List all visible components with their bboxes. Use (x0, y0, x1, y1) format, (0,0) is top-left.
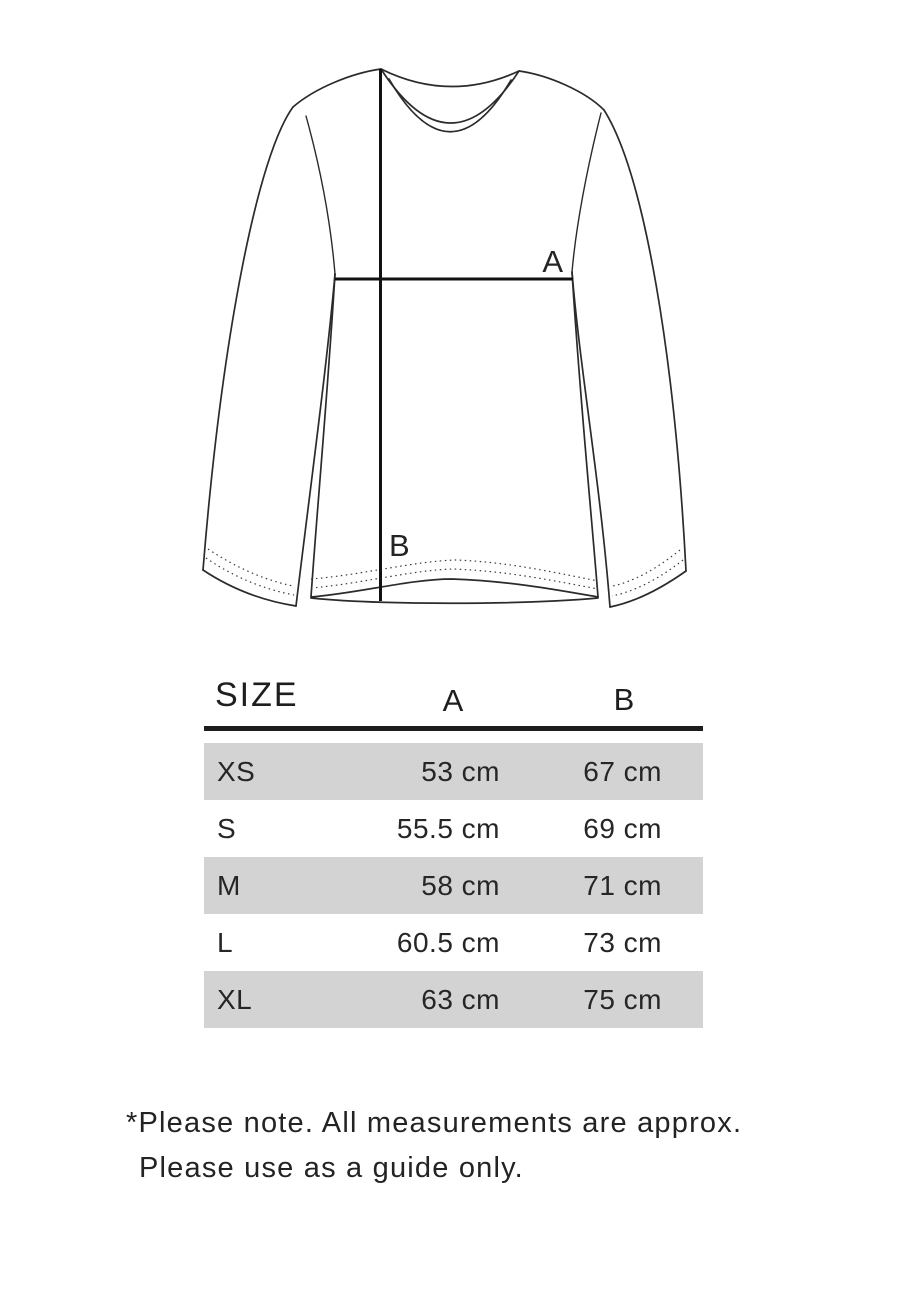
size-cell: S (217, 812, 237, 844)
size-cell: M (217, 869, 241, 901)
size-cell: XS (217, 755, 256, 787)
b-cell: 67 cm (583, 755, 662, 787)
right-sleeve-outer-line (604, 110, 686, 571)
right-body-line (572, 272, 598, 597)
measurements-note (126, 1101, 742, 1191)
measure-label-a: A (542, 244, 563, 279)
right-cuff-line (610, 571, 686, 607)
right-cuff-stitch-line-2 (613, 550, 680, 586)
left-sleeve-outer-line (203, 107, 293, 570)
a-cell: 60.5 cm (396, 926, 500, 958)
measure-label-b: B (389, 528, 410, 563)
b-cell: 73 cm (583, 926, 662, 958)
col-header-size: SIZE (215, 676, 299, 714)
right-armhole-line (572, 113, 601, 272)
hem-back-line (311, 598, 598, 603)
a-cell: 53 cm (421, 755, 500, 787)
table-row-xl (204, 971, 703, 1028)
left-armhole-line (306, 116, 335, 274)
b-cell: 69 cm (583, 812, 662, 844)
right-cuff-stitch-line-1 (612, 560, 683, 596)
size-cell: XL (217, 983, 253, 1015)
right-sleeve-inner-line (572, 272, 610, 607)
collar-back-line (381, 69, 519, 87)
table-header-rule (204, 726, 703, 731)
left-cuff-stitch-line-1 (206, 558, 294, 595)
note-line-1: *Please note. All measurements are approx. (126, 1107, 743, 1139)
left-shoulder-line (293, 69, 381, 107)
left-sleeve-inner-line (296, 274, 335, 606)
size-table-header (204, 669, 703, 719)
table-row-xs (204, 743, 703, 800)
b-cell: 75 cm (583, 983, 662, 1015)
size-table (204, 669, 703, 1028)
table-row-m (204, 857, 703, 914)
size-table-body (204, 743, 703, 1028)
hem-front-line (311, 579, 598, 597)
a-cell: 63 cm (421, 983, 500, 1015)
size-cell: L (217, 926, 234, 958)
a-cell: 55.5 cm (396, 812, 500, 844)
b-cell: 71 cm (583, 869, 662, 901)
hem-stitch-line-2 (311, 560, 598, 581)
table-row-l (204, 914, 703, 971)
right-shoulder-line (519, 71, 604, 110)
col-header-b: B (613, 682, 635, 717)
col-header-a: A (442, 683, 464, 718)
table-row-s (204, 800, 703, 857)
left-cuff-line (203, 570, 296, 606)
note-line-2: Please use as a guide only. (139, 1152, 524, 1184)
left-body-line (311, 274, 335, 597)
a-cell: 58 cm (421, 869, 500, 901)
